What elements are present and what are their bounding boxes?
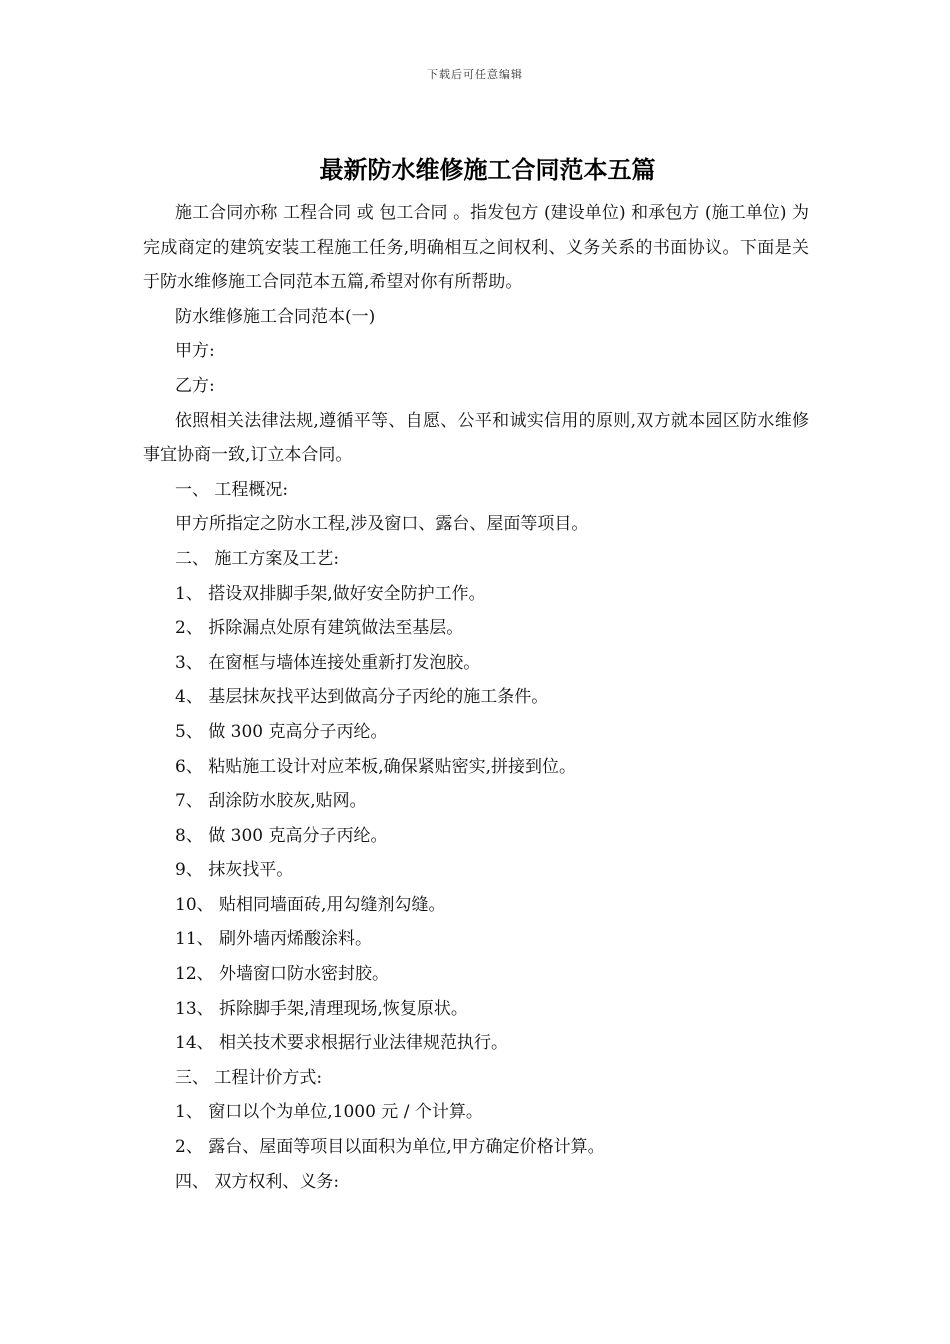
pricing-item: 1、 窗口以个为单位,1000 元 / 个计算。 — [175, 1102, 483, 1123]
intro-paragraph: 施工合同亦称 工程合同 或 包工合同 。指发包方 (建设单位) 和承包方 (施工单位) 为完成商定的建筑安装工程施工任务,明确相互之间权利、义务关系的书面协议。下面是关于防水维修施工合同范本五篇,希望对你有所帮助。 — [143, 203, 809, 293]
construction-step: 9、 抹灰找平。 — [175, 860, 294, 881]
construction-step: 3、 在窗框与墙体连接处重新打发泡胶。 — [175, 652, 481, 673]
heading-pricing: 三、 工程计价方式: — [175, 1067, 323, 1088]
party-b-line: 乙方: — [175, 375, 215, 396]
document-title: 最新防水维修施工合同范本五篇 — [319, 156, 656, 184]
construction-step: 5、 做 300 克高分子丙纶。 — [175, 721, 388, 742]
pricing-item: 2、 露台、屋面等项目以面积为单位,甲方确定价格计算。 — [175, 1137, 605, 1158]
heading-project-overview: 一、 工程概况: — [175, 479, 289, 500]
construction-step: 1、 搭设双排脚手架,做好安全防护工作。 — [175, 583, 486, 604]
section-title: 防水维修施工合同范本(一) — [175, 306, 376, 327]
heading-rights-obligations: 四、 双方权利、义务: — [175, 1171, 340, 1192]
document-body — [143, 196, 809, 1199]
construction-step: 10、 贴相同墙面砖,用勾缝剂勾缝。 — [175, 894, 446, 915]
construction-step: 8、 做 300 克高分子丙纶。 — [175, 825, 388, 846]
party-a-line: 甲方: — [175, 341, 215, 362]
project-overview-text: 甲方所指定之防水工程,涉及窗口、露台、屋面等项目。 — [175, 514, 589, 535]
construction-step: 6、 粘贴施工设计对应苯板,确保紧贴密实,拼接到位。 — [175, 756, 577, 777]
construction-step: 7、 刮涂防水胶灰,贴网。 — [175, 791, 367, 812]
construction-step: 4、 基层抹灰找平达到做高分子丙纶的施工条件。 — [175, 687, 549, 708]
preamble-paragraph: 依照相关法律法规,遵循平等、自愿、公平和诚实信用的原则,双方就本园区防水维修事宜协商一致,订立本合同。 — [143, 410, 809, 466]
page-header-note: 下载后可任意编辑 — [427, 68, 523, 81]
construction-step: 13、 拆除脚手架,清理现场,恢复原状。 — [175, 998, 468, 1019]
construction-step: 14、 相关技术要求根据行业法律规范执行。 — [175, 1033, 509, 1054]
heading-construction-plan: 二、 施工方案及工艺: — [175, 548, 340, 569]
construction-step: 2、 拆除漏点处原有建筑做法至基层。 — [175, 618, 464, 639]
construction-step: 11、 刷外墙丙烯酸涂料。 — [175, 929, 373, 950]
construction-step: 12、 外墙窗口防水密封胶。 — [175, 964, 390, 985]
